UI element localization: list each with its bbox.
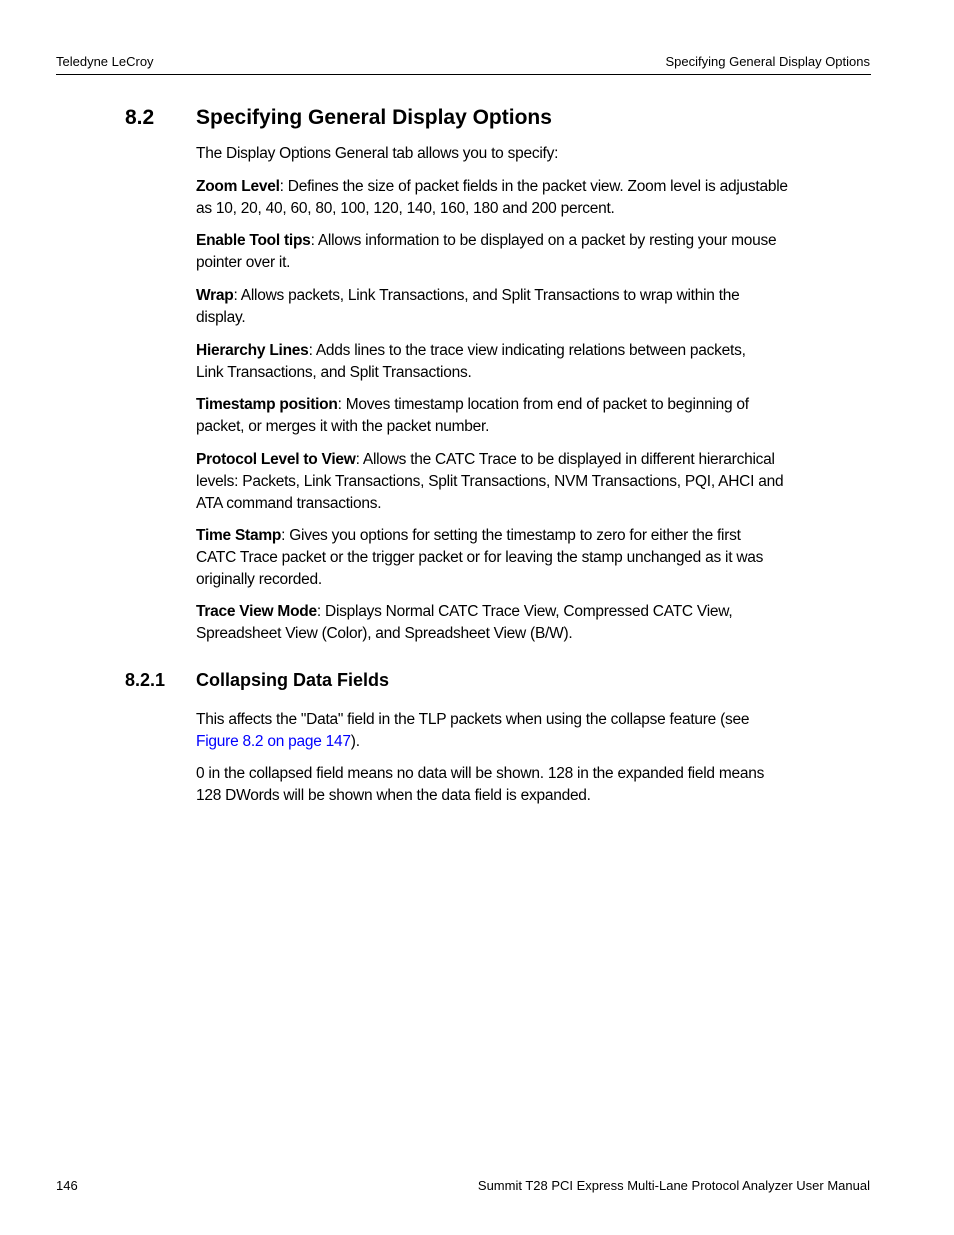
- header-rule: [56, 74, 871, 75]
- collapse-paragraph-1: This affects the "Data" field in the TLP packets when using the collapse feature (see Figure 8.2 on page 147).: [196, 711, 750, 750]
- option-item: Hierarchy Lines: Adds lines to the trace view indicating relations between packets, Link Transactions, and Split Transactions.: [196, 342, 746, 381]
- option-term: Timestamp position: [196, 396, 338, 413]
- option-term: Hierarchy Lines: [196, 342, 309, 359]
- intro-paragraph: The Display Options General tab allows you to specify:: [196, 145, 559, 162]
- option-item: Zoom Level: Defines the size of packet fields in the packet view. Zoom level is adjustable as 10, 20, 40, 60, 80, 100, 120, 140, 160, 180 and 200 percent.: [196, 178, 788, 217]
- collapse-paragraph-2: 0 in the collapsed field means no data will be shown. 128 in the expanded field means 128 DWords will be shown when the data field is expanded.: [196, 765, 765, 804]
- figure-link[interactable]: Figure 8.2 on page 147: [196, 733, 351, 750]
- header-left: Teledyne LeCroy: [56, 54, 154, 69]
- header-right: Specifying General Display Options: [665, 54, 870, 69]
- option-term: Wrap: [196, 287, 234, 304]
- option-item: Wrap: Allows packets, Link Transactions, and Split Transactions to wrap within the display.: [196, 287, 740, 326]
- option-term: Trace View Mode: [196, 603, 317, 620]
- section-title: Specifying General Display Options: [196, 106, 552, 129]
- option-item: Protocol Level to View: Allows the CATC Trace to be displayed in different hierarchical levels: Packets, Link Transactions, Split Transactions, NVM Transactions, PQI, AHCI and ATA command transactions.: [196, 451, 784, 512]
- option-term: Protocol Level to View: [196, 451, 356, 468]
- option-item: Enable Tool tips: Allows information to be displayed on a packet by resting your mouse pointer over it.: [196, 232, 777, 271]
- option-item: Trace View Mode: Displays Normal CATC Trace View, Compressed CATC View, Spreadsheet View (Color), and Spreadsheet View (B/W).: [196, 603, 733, 642]
- page-number: 146: [56, 1178, 78, 1193]
- section-number: 8.2: [125, 106, 155, 129]
- option-term: Zoom Level: [196, 178, 280, 195]
- option-item: Timestamp position: Moves timestamp location from end of packet to beginning of packet, or merges it with the packet number.: [196, 396, 749, 435]
- footer-title: Summit T28 PCI Express Multi-Lane Protocol Analyzer User Manual: [477, 1178, 870, 1193]
- subsection-title: Collapsing Data Fields: [196, 670, 390, 690]
- option-term: Enable Tool tips: [196, 232, 311, 249]
- option-term: Time Stamp: [196, 527, 282, 544]
- option-item: Time Stamp: Gives you options for setting the timestamp to zero for either the first CATC Trace packet or the trigger packet or for leaving the stamp unchanged as it was originally recorded.: [196, 527, 764, 588]
- subsection-number: 8.2.1: [125, 670, 166, 690]
